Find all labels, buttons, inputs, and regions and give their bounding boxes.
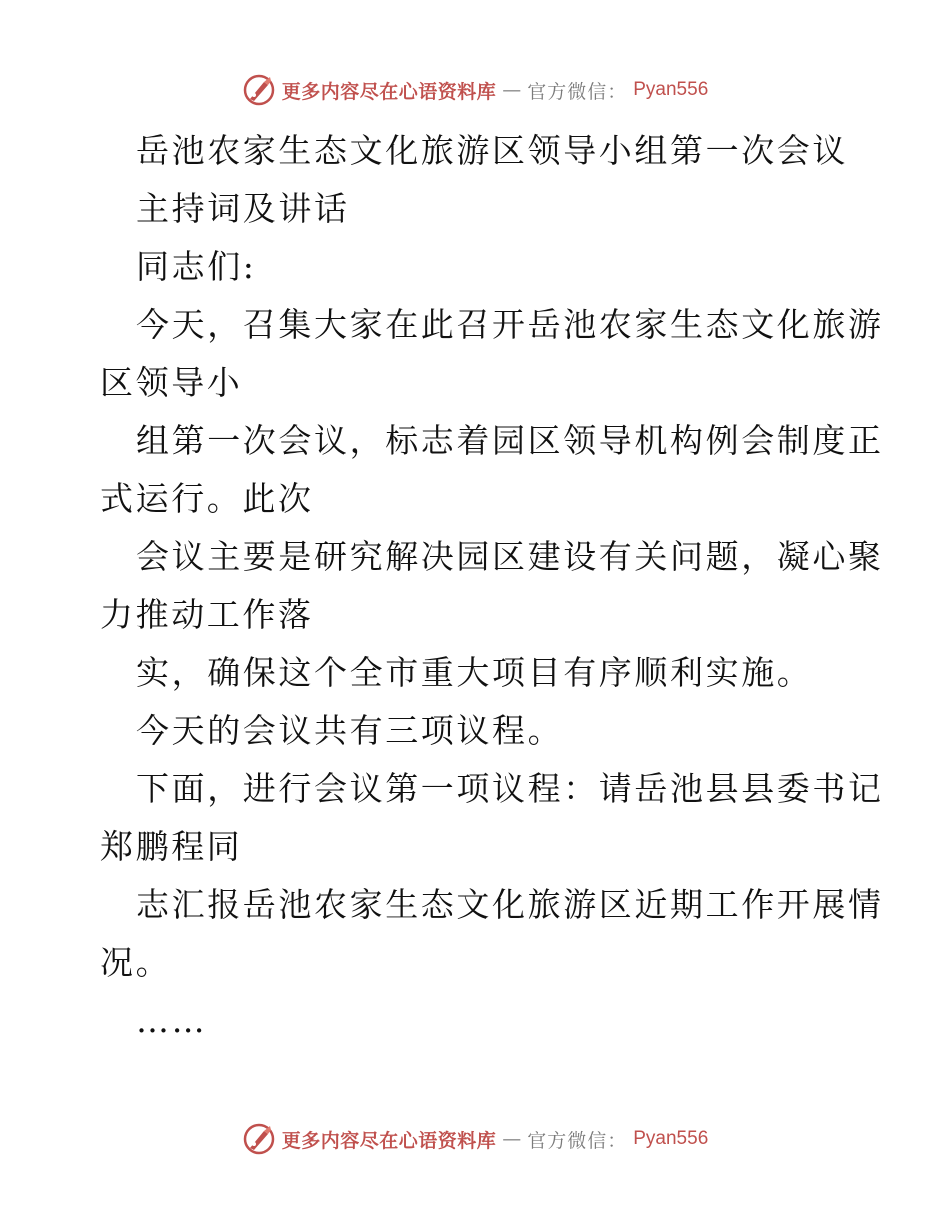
footer-watermark	[0, 1119, 950, 1159]
wechat-label: 官方微信：	[527, 80, 628, 103]
wechat-id: Pyan556	[633, 79, 709, 100]
wechat-label: 官方微信：	[527, 1129, 628, 1152]
doc-line: 实，确保这个全市重大项目有序顺利实施。	[136, 653, 813, 692]
doc-line: 式运行。此次	[100, 479, 314, 518]
promo-text: 更多内容尽在心语资料库	[281, 1129, 497, 1152]
doc-line: 主持词及讲话	[136, 189, 350, 228]
doc-line: 今天的会议共有三项议程。	[136, 711, 564, 750]
doc-line: 郑鹏程同	[100, 827, 243, 866]
banner-dash: —	[502, 79, 522, 101]
doc-line: 志汇报岳池农家生态文化旅游区近期工作开展情	[136, 885, 884, 924]
wechat-id: Pyan556	[633, 1128, 709, 1149]
doc-line: 下面，进行会议第一项议程：请岳池县县委书记	[136, 769, 884, 808]
doc-line: ……	[136, 1001, 208, 1040]
doc-line: 区领导小	[100, 363, 243, 402]
doc-line: 同志们:	[136, 247, 257, 286]
doc-line: 岳池农家生态文化旅游区领导小组第一次会议	[136, 131, 848, 170]
doc-line: 会议主要是研究解决园区建设有关问题，凝心聚	[136, 537, 884, 576]
doc-line: 况。	[100, 943, 172, 982]
quill-logo-icon	[242, 73, 276, 107]
banner-dash: —	[502, 1128, 522, 1150]
document-body	[100, 122, 884, 1050]
promo-text: 更多内容尽在心语资料库	[281, 80, 497, 103]
header-watermark	[0, 70, 950, 110]
doc-line: 力推动工作落	[100, 595, 314, 634]
doc-line: 今天，召集大家在此召开岳池农家生态文化旅游	[136, 305, 884, 344]
doc-line: 组第一次会议，标志着园区领导机构例会制度正	[136, 421, 884, 460]
quill-logo-icon	[242, 1122, 276, 1156]
